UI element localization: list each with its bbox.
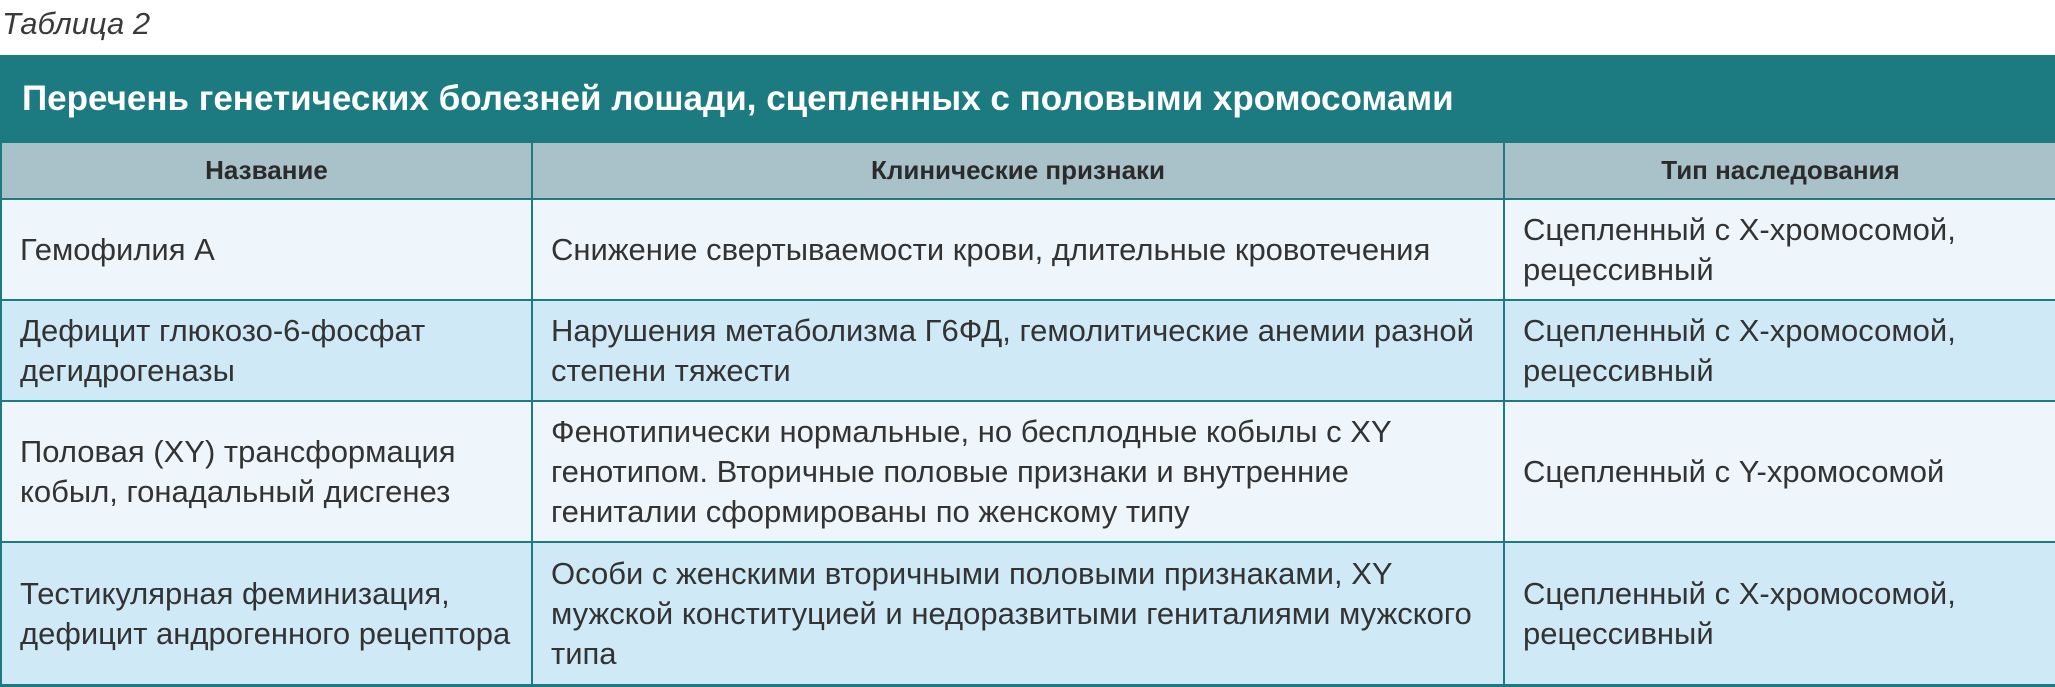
header-row [1, 143, 2055, 199]
column-header-signs: Клинические признаки [532, 143, 1504, 199]
cell-name: Половая (XY) трансформация кобыл, гонадальный дисгенез [1, 401, 532, 542]
cell-inheritance: Сцепленный с Х-хромосомой, рецессивный [1504, 542, 2055, 685]
cell-signs: Нарушения метаболизма Г6ФД, гемолитические анемии разной степени тяжести [532, 300, 1504, 401]
cell-signs: Снижение свертываемости крови, длительные кровотечения [532, 199, 1504, 300]
cell-inheritance: Сцепленный с Х-хромосомой, рецессивный [1504, 300, 2055, 401]
column-header-inheritance: Тип наследования [1504, 143, 2055, 199]
cell-inheritance: Сцепленный с Х-хромосомой, рецессивный [1504, 199, 2055, 300]
cell-inheritance: Сцепленный с Y-хромосомой [1504, 401, 2055, 542]
cell-name: Тестикулярная феминизация, дефицит андрогенного рецептора [1, 542, 532, 685]
table-row [1, 300, 2055, 401]
disease-table [0, 55, 2055, 687]
table-caption: Таблица 2 [2, 6, 151, 41]
cell-name: Гемофилия А [1, 199, 532, 300]
cell-name: Дефицит глюкозо-6-фосфат дегидрогеназы [1, 300, 532, 401]
table-row [1, 542, 2055, 685]
table-title: Перечень генетических болезней лошади, сцепленных с половыми хромосомами [0, 55, 2055, 143]
data-table [0, 143, 2055, 686]
table-row [1, 199, 2055, 300]
cell-signs: Фенотипически нормальные, но бесплодные кобылы с XY генотипом. Вторичные половые признаки и внутренние гениталии сформированы по женскому типу [532, 401, 1504, 542]
table-row [1, 401, 2055, 542]
cell-signs: Особи с женскими вторичными половыми признаками, XY мужской конституцией и недоразвитыми гениталиями мужского типа [532, 542, 1504, 685]
column-header-name: Название [1, 143, 532, 199]
